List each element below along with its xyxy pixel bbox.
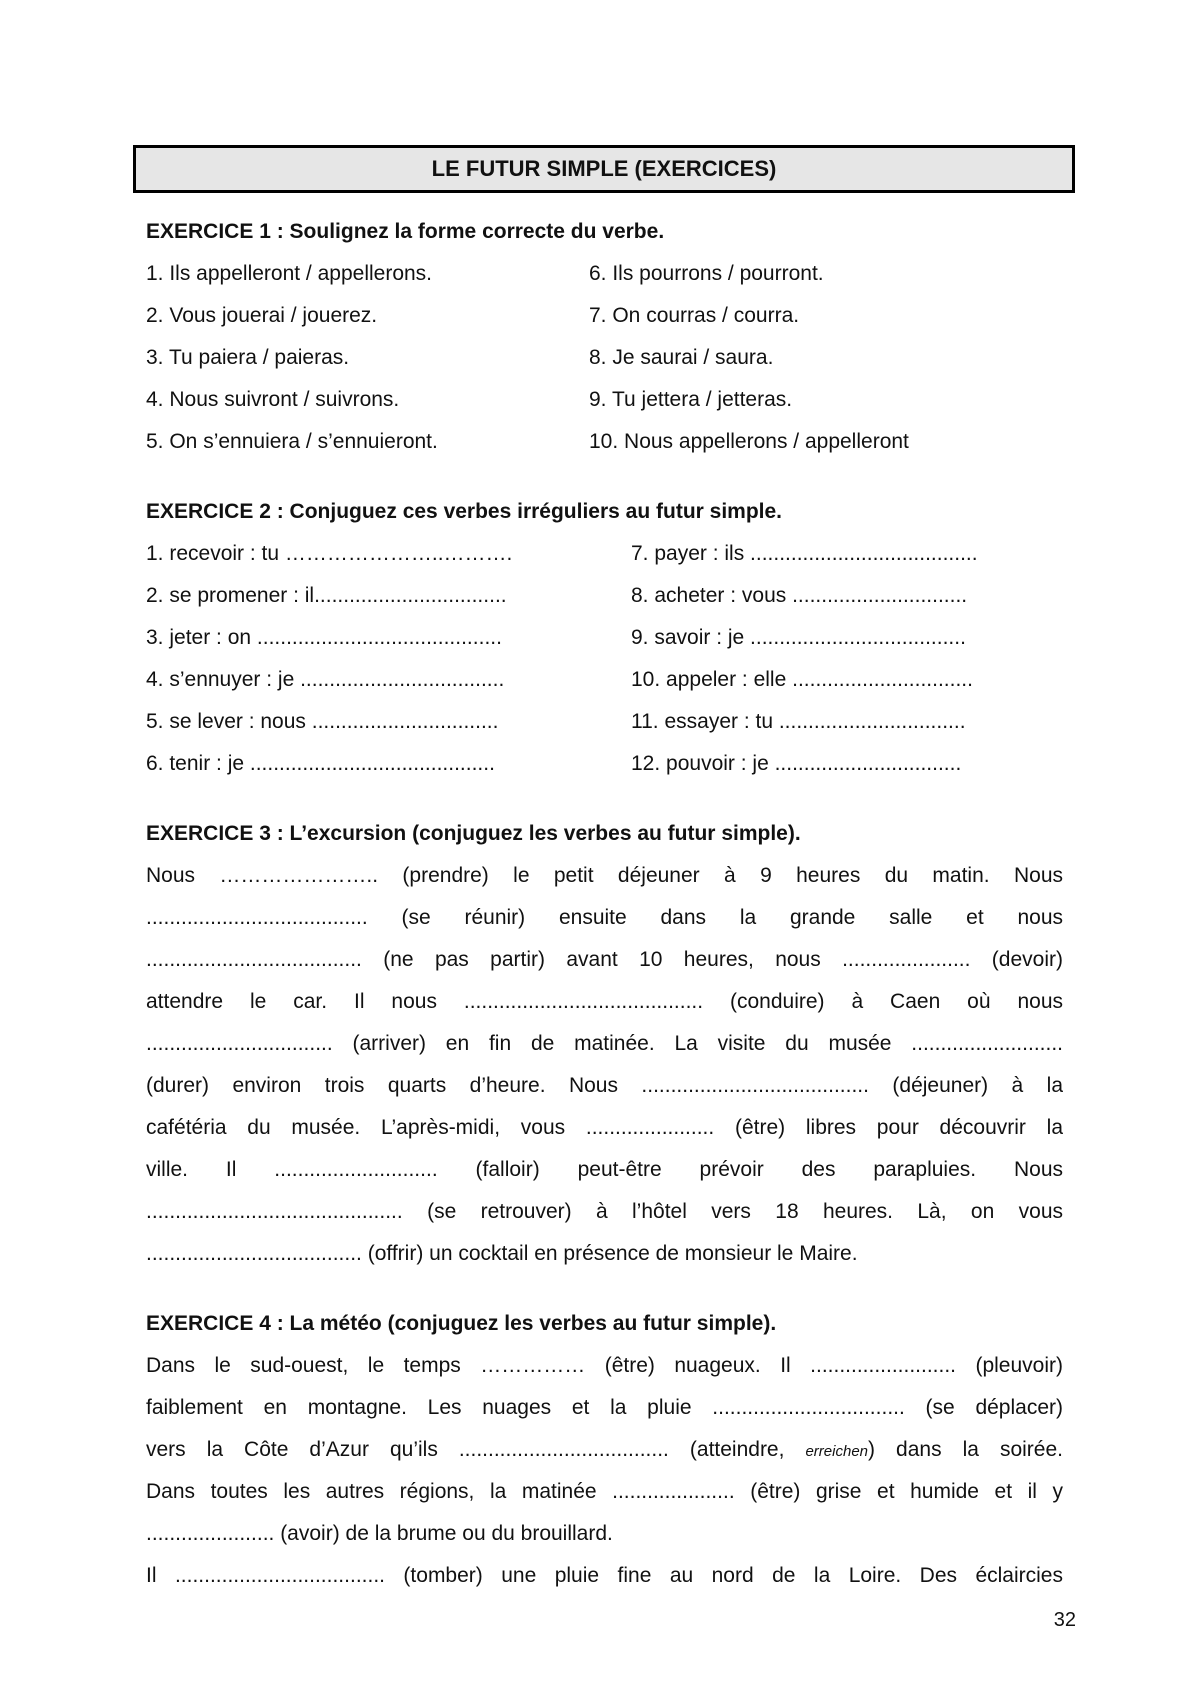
exercise-item: 8. Je saurai / saura. [589,346,774,369]
conjugation-item: 3. jeter : on .......................................... [146,626,502,649]
exercise-3-heading [146,813,1063,855]
text-line: (durer) environ trois quarts d’heure. Nous ....................................... (déjeuner) à la [146,1074,1063,1097]
conjugation-item: 4. s’ennuyer : je ................................... [146,668,505,691]
text-line: Dans le sud-ouest, le temps …………… (être) nuageux. Il ......................... (pleuvoir) [146,1354,1063,1377]
text-segment: vers la Côte d’Azur qu’ils .................................... (atteindre, [146,1438,806,1461]
exercise-4-instruction: La météo (conjuguez les verbes au futur simple). [289,1312,777,1335]
conjugation-item: 5. se lever : nous ................................ [146,710,499,733]
text-line: faiblement en montagne. Les nuages et la pluie ................................. (se déplacer) [146,1396,1063,1419]
exercise-1-heading [146,211,1063,253]
text-line: ..................................... (ne pas partir) avant 10 heures, nous ...................... (devoir) [146,948,1063,971]
exercise-3-instruction: L’excursion (conjuguez les verbes au futur simple). [289,822,801,845]
page-title: LE FUTUR SIMPLE (EXERCICES) [431,156,777,181]
exercise-2-instruction: Conjuguez ces verbes irréguliers au futur simple. [289,500,783,523]
text-line: ................................ (arriver) en fin de matinée. La visite du musée .......................... [146,1032,1063,1055]
exercise-2-right-column [631,533,978,785]
exercise-3-text [146,855,1063,1275]
conjugation-item: 11. essayer : tu ................................ [631,710,966,733]
german-gloss: erreichen [805,1443,869,1460]
exercise-item: 3. Tu paiera / paieras. [146,346,350,369]
page-title-box [133,145,1075,193]
conjugation-item: 8. acheter : vous .............................. [631,584,968,607]
worksheet-content [146,211,1063,1597]
text-line: Nous ………………….. (prendre) le petit déjeuner à 9 heures du matin. Nous [146,864,1063,887]
text-line: ...................... (avoir) de la brume ou du brouillard. [146,1522,613,1545]
conjugation-item: 12. pouvoir : je ................................ [631,752,962,775]
conjugation-item: 6. tenir : je .......................................... [146,752,495,775]
text-line: attendre le car. Il nous ......................................... (conduire) à Caen où nous [146,990,1063,1013]
conjugation-item: 1. recevoir : tu …………………..………. [146,542,513,565]
exercise-item: 7. On courras / courra. [589,304,800,327]
exercise-item: 5. On s’ennuiera / s’ennuieront. [146,430,438,453]
conjugation-item: 9. savoir : je ..................................... [631,626,966,649]
text-line-with-gloss [146,1429,1063,1471]
text-line: cafétéria du musée. L’après-midi, vous ...................... (être) libres pour découvrir la [146,1116,1063,1139]
text-segment: ) dans la soirée. [868,1438,1063,1461]
exercise-item: 9. Tu jettera / jetteras. [589,388,793,411]
exercise-item: 6. Ils pourrons / pourront. [589,262,824,285]
exercise-4-label: EXERCICE 4 : [146,1312,290,1335]
exercise-1-label: EXERCICE 1 : [146,220,290,243]
exercise-2-items [146,533,1063,785]
text-line: ville. Il ............................ (falloir) peut-être prévoir des parapluies. Nous [146,1158,1063,1181]
text-line: ...................................... (se réunir) ensuite dans la grande salle et nous [146,906,1063,929]
text-line: Il .................................... (tomber) une pluie fine au nord de la Loire. Des éclaircies [146,1564,1063,1587]
exercise-1-instruction: Soulignez la forme correcte du verbe. [289,220,665,243]
text-line: ..................................... (offrir) un cocktail en présence de monsieur le Maire. [146,1242,858,1265]
exercise-item: 10. Nous appellerons / appelleront [589,430,909,453]
page-number: 32 [1053,1609,1076,1631]
text-line: Dans toutes les autres régions, la matinée ..................... (être) grise et humide et il y [146,1480,1063,1503]
exercise-3-label: EXERCICE 3 : [146,822,290,845]
conjugation-item: 10. appeler : elle ............................... [631,668,973,691]
exercise-1-left-column [146,253,589,463]
text-line: ............................................ (se retrouver) à l’hôtel vers 18 heures. Là, on vous [146,1200,1063,1223]
exercise-4-text [146,1345,1063,1597]
exercise-item: 2. Vous jouerai / jouerez. [146,304,378,327]
exercise-2-left-column [146,533,631,785]
exercise-1-items [146,253,1063,463]
exercise-item: 1. Ils appelleront / appellerons. [146,262,433,285]
exercise-2-heading [146,491,1063,533]
conjugation-item: 2. se promener : il................................. [146,584,507,607]
conjugation-item: 7. payer : ils ....................................... [631,542,978,565]
exercise-2-label: EXERCICE 2 : [146,500,290,523]
exercise-4-heading [146,1303,1063,1345]
exercise-1-right-column [589,253,909,463]
exercise-item: 4. Nous suivront / suivrons. [146,388,400,411]
